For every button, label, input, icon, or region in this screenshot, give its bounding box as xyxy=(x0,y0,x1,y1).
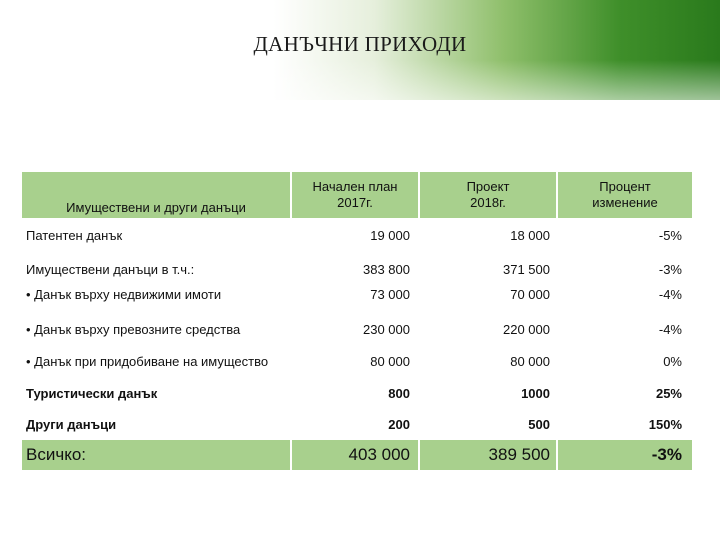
row-plan-value: 230 000 xyxy=(363,322,410,337)
row-project-value: 18 000 xyxy=(510,228,550,243)
total-plan-value: 403 000 xyxy=(348,445,410,464)
row-label: Туристически данък xyxy=(26,386,158,401)
row-plan-value: 800 xyxy=(388,386,410,401)
row-label: • Данък върху превозните средства xyxy=(26,322,241,337)
row-percent-value: -4% xyxy=(658,287,682,302)
row-project-value: 80 000 xyxy=(510,354,550,369)
row-label: Имуществени данъци в т.ч.: xyxy=(26,262,195,277)
row-label: Патентен данък xyxy=(26,228,123,243)
row-percent-value: -4% xyxy=(658,322,682,337)
total-label: Всичко: xyxy=(26,445,86,464)
page-title: ДАНЪЧНИ ПРИХОДИ xyxy=(253,32,467,56)
row-plan-value: 383 800 xyxy=(363,262,410,277)
row-project-value: 70 000 xyxy=(510,287,550,302)
row-plan-value: 19 000 xyxy=(370,228,410,243)
row-percent-value: 150% xyxy=(648,417,682,432)
row-label: • Данък върху недвижими имоти xyxy=(26,287,222,302)
total-project-value: 389 500 xyxy=(488,445,550,464)
row-project-value: 371 500 xyxy=(503,262,550,277)
row-plan-value: 73 000 xyxy=(370,287,410,302)
row-percent-value: -5% xyxy=(658,228,682,243)
row-plan-value: 80 000 xyxy=(370,354,410,369)
tax-revenue-table xyxy=(22,172,692,470)
row-project-value: 500 xyxy=(528,417,550,432)
header-fade xyxy=(0,60,720,100)
header-project-label: Проект 2018г. xyxy=(466,179,510,210)
total-percent-value: -3% xyxy=(651,445,682,464)
row-percent-value: -3% xyxy=(658,262,682,277)
row-project-value: 1000 xyxy=(521,386,550,401)
header-category-label: Имуществени и други данъци xyxy=(66,200,246,215)
row-percent-value: 25% xyxy=(655,386,682,401)
row-project-value: 220 000 xyxy=(503,322,550,337)
header-percent-label: Процент изменение xyxy=(592,179,658,210)
row-label: Други данъци xyxy=(26,417,117,432)
row-label: • Данък при придобиване на имущество xyxy=(26,354,269,369)
row-percent-value: 0% xyxy=(663,354,682,369)
row-plan-value: 200 xyxy=(388,417,410,432)
header-plan-label: Начален план 2017г. xyxy=(312,179,398,210)
